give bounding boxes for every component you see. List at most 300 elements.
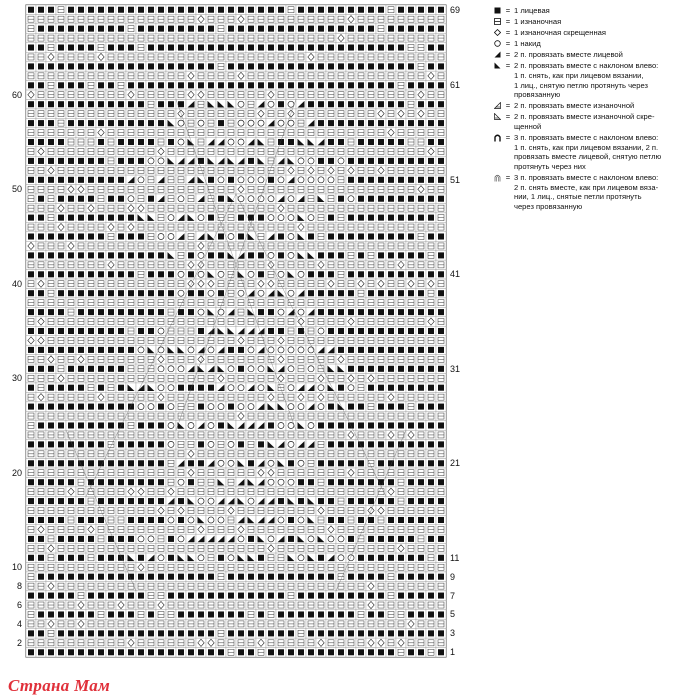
stitch-cell <box>376 383 386 392</box>
stitch-cell <box>156 203 166 212</box>
stitch-cell <box>166 411 176 420</box>
stitch-cell <box>306 374 316 383</box>
stitch-cell <box>206 477 216 486</box>
stitch-cell <box>196 203 206 212</box>
stitch-cell <box>356 345 366 354</box>
stitch-cell <box>166 364 176 373</box>
stitch-cell <box>226 600 236 609</box>
stitch-cell <box>216 128 226 137</box>
stitch-cell <box>236 581 246 590</box>
stitch-cell <box>326 260 336 269</box>
stitch-cell <box>96 33 106 42</box>
stitch-cell <box>226 629 236 638</box>
stitch-cell <box>366 496 376 505</box>
stitch-cell <box>176 24 186 33</box>
stitch-cell <box>176 534 186 543</box>
row-number-right: 51 <box>450 174 461 185</box>
stitch-cell <box>386 355 396 364</box>
stitch-cell <box>176 525 186 534</box>
stitch-cell <box>186 279 196 288</box>
stitch-cell <box>176 288 186 297</box>
stitch-cell <box>376 638 386 647</box>
stitch-cell <box>396 52 406 61</box>
stitch-cell <box>256 402 266 411</box>
stitch-cell <box>436 638 446 647</box>
stitch-cell <box>126 90 136 99</box>
stitch-cell <box>386 525 396 534</box>
stitch-cell <box>296 71 306 80</box>
stitch-cell <box>86 194 96 203</box>
stitch-cell <box>56 203 66 212</box>
stitch-cell <box>246 118 256 127</box>
stitch-cell <box>296 506 306 515</box>
stitch-cell <box>406 166 416 175</box>
stitch-cell <box>346 515 356 524</box>
stitch-cell <box>336 81 346 90</box>
stitch-cell <box>76 166 86 175</box>
stitch-cell <box>326 194 336 203</box>
stitch-cell <box>416 52 426 61</box>
stitch-cell <box>336 459 346 468</box>
stitch-cell <box>86 430 96 439</box>
stitch-cell <box>316 638 326 647</box>
stitch-cell <box>156 648 166 657</box>
stitch-cell <box>246 506 256 515</box>
stitch-cell <box>306 525 316 534</box>
stitch-cell <box>316 166 326 175</box>
stitch-cell <box>406 544 416 553</box>
stitch-cell <box>436 610 446 619</box>
stitch-cell <box>46 440 56 449</box>
stitch-cell <box>126 137 136 146</box>
stitch-cell <box>186 166 196 175</box>
stitch-cell <box>356 156 366 165</box>
stitch-cell <box>406 600 416 609</box>
stitch-cell <box>196 279 206 288</box>
stitch-cell <box>176 203 186 212</box>
stitch-cell <box>166 459 176 468</box>
legend-line: провязать вместе лицевой, снятую петлю протянуть через них <box>514 152 662 171</box>
stitch-cell <box>66 14 76 23</box>
stitch-cell <box>416 515 426 524</box>
stitch-cell <box>306 298 316 307</box>
stitch-cell <box>156 222 166 231</box>
stitch-cell <box>46 90 56 99</box>
stitch-cell <box>186 402 196 411</box>
stitch-cell <box>76 99 86 108</box>
stitch-cell <box>146 459 156 468</box>
stitch-cell <box>356 430 366 439</box>
stitch-cell <box>366 43 376 52</box>
stitch-cell <box>106 241 116 250</box>
stitch-cell <box>236 307 246 316</box>
stitch-cell <box>266 33 276 42</box>
stitch-cell <box>46 185 56 194</box>
stitch-cell <box>256 99 266 108</box>
stitch-cell <box>46 317 56 326</box>
stitch-cell <box>226 118 236 127</box>
stitch-cell <box>376 260 386 269</box>
knit-stitch-icon <box>492 6 502 16</box>
stitch-cell <box>356 270 366 279</box>
stitch-cell <box>426 477 436 486</box>
stitch-cell <box>136 317 146 326</box>
stitch-cell <box>286 251 296 260</box>
stitch-cell <box>336 24 346 33</box>
stitch-cell <box>226 402 236 411</box>
stitch-cell <box>46 109 56 118</box>
stitch-cell <box>146 572 156 581</box>
stitch-cell <box>296 553 306 562</box>
stitch-cell <box>116 203 126 212</box>
stitch-cell <box>316 430 326 439</box>
stitch-cell <box>176 317 186 326</box>
stitch-cell <box>76 62 86 71</box>
stitch-cell <box>146 355 156 364</box>
stitch-cell <box>66 402 76 411</box>
stitch-cell <box>346 213 356 222</box>
stitch-cell <box>416 109 426 118</box>
stitch-cell <box>66 525 76 534</box>
stitch-cell <box>166 251 176 260</box>
stitch-cell <box>336 544 346 553</box>
stitch-cell <box>396 62 406 71</box>
stitch-cell <box>256 610 266 619</box>
stitch-cell <box>126 355 136 364</box>
stitch-cell <box>316 251 326 260</box>
stitch-cell <box>166 544 176 553</box>
stitch-cell <box>346 326 356 335</box>
stitch-cell <box>396 544 406 553</box>
stitch-cell <box>416 298 426 307</box>
stitch-cell <box>236 43 246 52</box>
stitch-cell <box>336 99 346 108</box>
stitch-cell <box>86 99 96 108</box>
stitch-cell <box>116 43 126 52</box>
stitch-cell <box>316 175 326 184</box>
stitch-cell <box>166 288 176 297</box>
stitch-cell <box>316 600 326 609</box>
stitch-cell <box>176 449 186 458</box>
stitch-cell <box>396 307 406 316</box>
stitch-cell <box>376 33 386 42</box>
stitch-cell <box>426 156 436 165</box>
stitch-cell <box>356 496 366 505</box>
stitch-cell <box>26 440 36 449</box>
stitch-cell <box>236 534 246 543</box>
stitch-cell <box>86 534 96 543</box>
stitch-cell <box>316 383 326 392</box>
stitch-cell <box>296 534 306 543</box>
stitch-cell <box>346 355 356 364</box>
stitch-cell <box>286 392 296 401</box>
stitch-cell <box>36 213 46 222</box>
stitch-cell <box>416 43 426 52</box>
stitch-cell <box>256 270 266 279</box>
stitch-cell <box>206 383 216 392</box>
stitch-cell <box>396 99 406 108</box>
stitch-cell <box>66 355 76 364</box>
stitch-cell <box>186 553 196 562</box>
stitch-cell <box>426 515 436 524</box>
stitch-cell <box>206 440 216 449</box>
stitch-cell <box>406 440 416 449</box>
stitch-cell <box>236 563 246 572</box>
stitch-cell <box>76 109 86 118</box>
stitch-cell <box>126 600 136 609</box>
stitch-cell <box>26 5 36 14</box>
stitch-cell <box>436 232 446 241</box>
stitch-cell <box>36 374 46 383</box>
stitch-cell <box>216 118 226 127</box>
stitch-cell <box>146 99 156 108</box>
stitch-cell <box>246 251 256 260</box>
stitch-cell <box>66 62 76 71</box>
stitch-cell <box>286 355 296 364</box>
stitch-cell <box>196 402 206 411</box>
stitch-cell <box>426 298 436 307</box>
stitch-cell <box>406 288 416 297</box>
stitch-cell <box>316 326 326 335</box>
stitch-cell <box>206 610 216 619</box>
stitch-cell <box>26 62 36 71</box>
stitch-cell <box>96 118 106 127</box>
stitch-cell <box>96 81 106 90</box>
stitch-cell <box>426 421 436 430</box>
stitch-cell <box>366 270 376 279</box>
stitch-cell <box>26 515 36 524</box>
stitch-cell <box>106 449 116 458</box>
stitch-cell <box>206 506 216 515</box>
stitch-cell <box>176 213 186 222</box>
stitch-cell <box>116 392 126 401</box>
stitch-cell <box>316 241 326 250</box>
stitch-cell <box>266 270 276 279</box>
stitch-cell <box>186 90 196 99</box>
stitch-cell <box>166 118 176 127</box>
stitch-cell <box>266 156 276 165</box>
stitch-cell <box>106 638 116 647</box>
stitch-cell <box>156 638 166 647</box>
stitch-cell <box>66 506 76 515</box>
stitch-cell <box>226 421 236 430</box>
stitch-cell <box>246 99 256 108</box>
legend-text <box>514 133 692 171</box>
stitch-cell <box>206 525 216 534</box>
stitch-cell <box>426 326 436 335</box>
stitch-cell <box>186 62 196 71</box>
stitch-cell <box>206 232 216 241</box>
stitch-cell <box>326 118 336 127</box>
legend-text <box>514 17 692 27</box>
stitch-cell <box>406 156 416 165</box>
stitch-cell <box>96 383 106 392</box>
stitch-cell <box>316 24 326 33</box>
stitch-cell <box>286 175 296 184</box>
stitch-cell <box>346 506 356 515</box>
stitch-cell <box>306 90 316 99</box>
stitch-cell <box>246 317 256 326</box>
stitch-cell <box>386 147 396 156</box>
stitch-cell <box>106 52 116 61</box>
stitch-cell <box>86 52 96 61</box>
stitch-cell <box>46 392 56 401</box>
stitch-cell <box>286 194 296 203</box>
stitch-cell <box>76 506 86 515</box>
stitch-cell <box>246 24 256 33</box>
stitch-cell <box>276 260 286 269</box>
stitch-cell <box>316 496 326 505</box>
stitch-cell <box>236 90 246 99</box>
row-number-right: 11 <box>450 552 460 563</box>
stitch-cell <box>406 610 416 619</box>
stitch-cell <box>296 241 306 250</box>
stitch-cell <box>176 194 186 203</box>
stitch-cell <box>186 364 196 373</box>
stitch-cell <box>236 194 246 203</box>
stitch-cell <box>246 336 256 345</box>
stitch-cell <box>66 43 76 52</box>
stitch-cell <box>266 477 276 486</box>
stitch-cell <box>306 307 316 316</box>
stitch-cell <box>36 506 46 515</box>
stitch-cell <box>66 572 76 581</box>
stitch-cell <box>196 14 206 23</box>
stitch-cell <box>36 260 46 269</box>
stitch-cell <box>256 374 266 383</box>
stitch-cell <box>356 241 366 250</box>
stitch-cell <box>116 241 126 250</box>
stitch-cell <box>216 317 226 326</box>
stitch-cell <box>36 52 46 61</box>
stitch-cell <box>246 648 256 657</box>
stitch-cell <box>76 544 86 553</box>
stitch-cell <box>106 118 116 127</box>
stitch-cell <box>286 260 296 269</box>
stitch-cell <box>326 232 336 241</box>
stitch-cell <box>186 421 196 430</box>
legend-line: провязанную <box>514 90 561 100</box>
stitch-cell <box>206 619 216 628</box>
stitch-cell <box>326 610 336 619</box>
stitch-cell <box>186 137 196 146</box>
stitch-cell <box>206 24 216 33</box>
stitch-cell <box>376 449 386 458</box>
stitch-cell <box>26 185 36 194</box>
stitch-cell <box>346 81 356 90</box>
stitch-cell <box>246 563 256 572</box>
legend-line: 3 п. провязать вместе с наклоном влево: <box>514 173 659 182</box>
stitch-cell <box>176 430 186 439</box>
stitch-cell <box>136 307 146 316</box>
stitch-cell <box>86 147 96 156</box>
legend-text <box>514 61 692 99</box>
stitch-cell <box>126 544 136 553</box>
stitch-cell <box>316 156 326 165</box>
stitch-cell <box>26 317 36 326</box>
stitch-cell <box>56 525 66 534</box>
stitch-cell <box>256 563 266 572</box>
stitch-cell <box>236 364 246 373</box>
stitch-cell <box>436 298 446 307</box>
stitch-cell <box>246 156 256 165</box>
stitch-cell <box>296 459 306 468</box>
stitch-cell <box>166 241 176 250</box>
stitch-cell <box>246 619 256 628</box>
stitch-cell <box>146 156 156 165</box>
stitch-cell <box>436 383 446 392</box>
stitch-cell <box>276 317 286 326</box>
stitch-cell <box>166 525 176 534</box>
stitch-cell <box>436 468 446 477</box>
stitch-cell <box>106 222 116 231</box>
stitch-cell <box>416 71 426 80</box>
stitch-cell <box>46 5 56 14</box>
stitch-cell <box>66 156 76 165</box>
stitch-cell <box>236 213 246 222</box>
stitch-cell <box>86 71 96 80</box>
stitch-cell <box>236 515 246 524</box>
stitch-cell <box>316 260 326 269</box>
stitch-cell <box>276 194 286 203</box>
stitch-cell <box>186 213 196 222</box>
stitch-cell <box>126 307 136 316</box>
stitch-cell <box>246 572 256 581</box>
stitch-cell <box>96 24 106 33</box>
stitch-cell <box>46 638 56 647</box>
stitch-cell <box>346 222 356 231</box>
stitch-cell <box>296 525 306 534</box>
stitch-cell <box>426 355 436 364</box>
stitch-cell <box>436 515 446 524</box>
stitch-cell <box>156 137 166 146</box>
stitch-cell <box>376 326 386 335</box>
stitch-cell <box>306 185 316 194</box>
stitch-cell <box>436 251 446 260</box>
stitch-cell <box>256 298 266 307</box>
stitch-cell <box>136 515 146 524</box>
stitch-cell <box>126 260 136 269</box>
stitch-cell <box>316 610 326 619</box>
stitch-cell <box>26 629 36 638</box>
stitch-cell <box>366 175 376 184</box>
stitch-cell <box>166 629 176 638</box>
stitch-cell <box>266 496 276 505</box>
stitch-cell <box>186 175 196 184</box>
stitch-cell <box>96 525 106 534</box>
stitch-cell <box>256 81 266 90</box>
stitch-cell <box>336 440 346 449</box>
stitch-cell <box>366 638 376 647</box>
stitch-cell <box>296 355 306 364</box>
stitch-cell <box>306 326 316 335</box>
stitch-cell <box>156 487 166 496</box>
stitch-cell <box>336 364 346 373</box>
stitch-cell <box>216 33 226 42</box>
stitch-cell <box>246 411 256 420</box>
stitch-cell <box>326 14 336 23</box>
stitch-cell <box>246 591 256 600</box>
stitch-cell <box>156 525 166 534</box>
stitch-cell <box>166 307 176 316</box>
stitch-cell <box>396 355 406 364</box>
stitch-cell <box>66 71 76 80</box>
stitch-cell <box>56 241 66 250</box>
stitch-cell <box>206 118 216 127</box>
stitch-cell <box>86 364 96 373</box>
stitch-cell <box>66 392 76 401</box>
stitch-cell <box>336 336 346 345</box>
